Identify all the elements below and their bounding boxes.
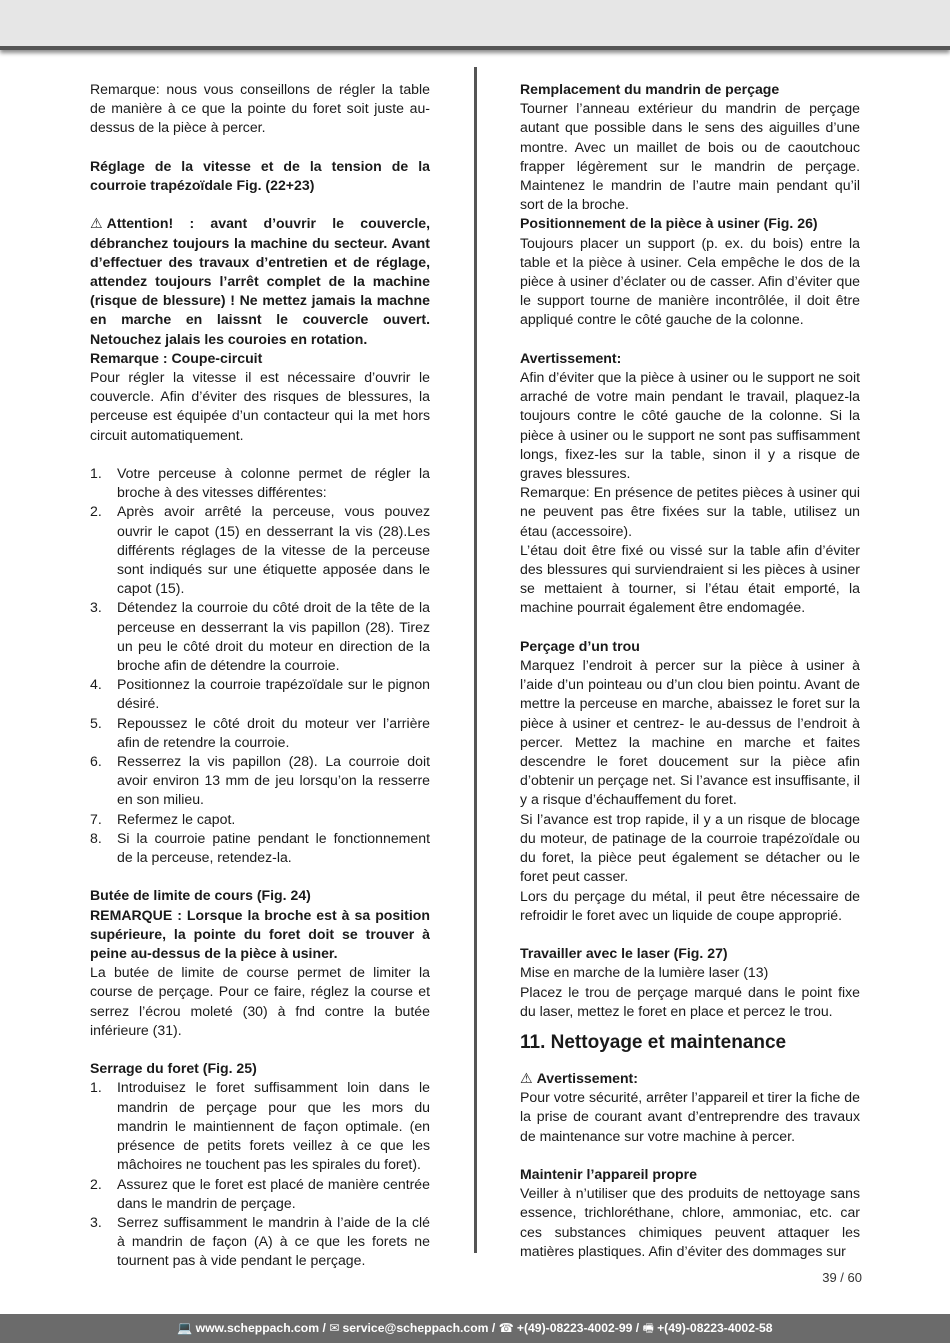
- drill-paragraph: Marquez l’endroit à percer sur la pièce à usiner à l’aide d’un pointeau ou d’un clou bien pointu. Avant de mettre la perceuse en marche, abaissez le foret sur la pièce à usiner et centrez- le au-dessus de l’endroit à percer. Mettez la machine en marche et faites descendre le foret doucement sur la pièce afin d’obtenir un perçage net. Si l’avance est insuffisante, il y a risque d’échauffement du foret.: [520, 657, 860, 808]
- warning-paragraph-3: L’étau doit être fixé ou vissé sur la table afin d’éviter des blessures qui surviendraient si les pièces à usiner se mettaient à tourner, si l’étau était emporté, la machine pourrait également être endomagée.: [520, 541, 860, 616]
- list-item: 3. Serrez suffisamment le mandrin à l’aide de la clé à mandrin de façon (A) à ce que les forets ne tournent pas à vide pendant le perçage.: [90, 1213, 430, 1269]
- computer-icon: 💻: [177, 1321, 193, 1335]
- clean-paragraph: Veiller à n’utiliser que des produits de nettoyage sans essence, trichloréthane, chlore, ammoniac, etc. car ces substances chimiques peuvent attaquer les matières plastiques. Afin d’éviter des dommages sur: [520, 1185, 860, 1259]
- attention-warning: [90, 214, 430, 348]
- replace-chuck-paragraph: Tourner l’anneau extérieur du mandrin de perçage autant que possible dans le sens des aiguilles d’une montre. Avec un maillet de bois ou de caoutchouc frapper légèrement sur le mandrin de perçage. Maintenez le mandrin de l’autre main pendant qu’il sort de la broche.: [520, 100, 860, 213]
- website-link[interactable]: www.scheppach.com /: [195, 1321, 326, 1335]
- drill-paragraph-2: Si l’avance est trop rapide, il y a un risque de blocage du moteur, de patinage de la courroie trapézoïdale ou du foret, la pièce peut également se détacher ou le foret peut casser.: [520, 810, 860, 885]
- list-item: 2. Après avoir arrêté la perceuse, vous pouvez ouvrir le capot (15) en desserrant la vis (28).Les différents réglages de la vitesse de la perceuse sont indiqués sur une étiquette apposée dans le capot (15).: [90, 503, 430, 597]
- breaker-heading: Remarque : Coupe-circuit: [90, 349, 263, 366]
- warning-triangle-icon: ⚠: [520, 1069, 533, 1086]
- speed-belt-heading: Réglage de la vitesse et de la tension de la courroie trapézoïdale Fig. (22+23): [90, 157, 430, 193]
- footer-bar: [0, 1314, 950, 1343]
- attention-text: Attention! : avant d’ouvrir le couvercle, débranchez toujours la machine du secteur. Avant d’effectuer des travaux d’entretien et de réglage, attendez toujours l’arrêt complet de la machine (risque de blessure) ! Ne mettez jamais la machne en marche en laissnt le couvercle ouvert. Netouchez jalais les couroies en rotation.: [90, 215, 430, 347]
- email-link[interactable]: service@scheppach.com /: [342, 1321, 496, 1335]
- list-item: 3. Détendez la courroie du côté droit de la tête de la perceuse en desserrant la vis papillon (28). Tirez un peu le côté droit du moteur en direction de la broche afin de détendre la courroie.: [90, 599, 430, 674]
- mail-icon: ✉: [329, 1321, 340, 1335]
- stop-paragraph: La butée de limite de course permet de limiter la course de perçage. Pour ce faire, réglez la course et serrez l’écrou moleté (30) à fnd contre la butée inférieure (31).: [90, 964, 430, 1038]
- drill-paragraph-3: Lors du perçage du métal, il peut être nécessaire de refroidir le foret avec un liquide de coupe approprié.: [520, 887, 860, 923]
- warning-paragraph: Afin d’éviter que la pièce à usiner ou le support ne soit arraché de votre main pendant le travail, plaquez-la toujours contre le côté gauche de la colonne. Si la pièce à usiner ou le support ne sont pas suffisamment longs, fixez-les sur la table, sinon il y a risque de graves blessures.: [520, 369, 860, 482]
- warning-paragraph-2: Remarque: En présence de petites pièces à usiner qui ne peuvent pas être fixées sur la table, utilisez un étau (accessoire).: [520, 484, 860, 539]
- left-column: [90, 80, 430, 1271]
- laser-paragraph: Mise en marche de la lumière laser (13): [520, 964, 769, 981]
- drill-heading: Perçage d’un trou: [520, 637, 640, 654]
- top-header-bar: [0, 0, 950, 50]
- right-column: [520, 80, 860, 1261]
- position-paragraph: Toujours placer un support (p. ex. du bois) entre la table et la pièce à usiner. Cela empêche le dos de la pièce à usiner d’éclater ou de casser. Afin d’éviter que le support tourne de manière incontrôlée, il doit être appliqué contre le côté gauche de la colonne.: [520, 234, 860, 328]
- phone-icon: ☎: [498, 1321, 514, 1335]
- list-item: 6. Resserrez la vis papillon (28). La courroie doit avoir environ 13 mm de jeu lorsqu’on la resserre en son milieu.: [90, 753, 430, 808]
- position-heading: Positionnement de la pièce à usiner (Fig. 26): [520, 215, 818, 232]
- section-title: 11. Nettoyage et maintenance: [520, 1031, 787, 1053]
- warning-triangle-icon: ⚠: [90, 215, 103, 232]
- maintenance-warning-heading: ⚠ Avertissement:: [520, 1069, 860, 1088]
- replace-chuck-heading: Remplacement du mandrin de perçage: [520, 81, 780, 97]
- list-item: 1. Introduisez le foret suffisamment loin dans le mandrin de perçage pour que les mors du mandrin le maintiennent de façon optimale. (en présence de petits forets veillez à ce que les mâchoires ne touchent pas les spirales du foret).: [90, 1079, 430, 1173]
- clean-heading: Maintenir l’appareil propre: [520, 1165, 697, 1182]
- laser-heading: Travailler avec le laser (Fig. 27): [520, 945, 728, 962]
- list-item: 7. Refermez le capot.: [90, 810, 236, 827]
- stop-heading: Butée de limite de cours (Fig. 24): [90, 887, 311, 904]
- stop-remark: REMARQUE : Lorsque la broche est à sa position supérieure, la pointe du foret doit se trouver à peine au-dessus de la pièce à usiner.: [90, 906, 430, 962]
- list-item: 8. Si la courroie patine pendant le fonctionnement de la perceuse, retendez-la.: [90, 829, 430, 866]
- list-item: 2. Assurez que le foret est placé de manière centrée dans le mandrin de perçage.: [90, 1175, 430, 1211]
- fax-icon: 🖷: [642, 1321, 655, 1335]
- breaker-paragraph: Pour régler la vitesse il est nécessaire d’ouvrir le couvercle. Afin d’éviter des risques de blessures, la perceuse est équipée d’un contacteur qui la met hors circuit automatiquement.: [90, 369, 430, 443]
- clamp-heading: Serrage du foret (Fig. 25): [90, 1060, 257, 1077]
- list-item: 4. Positionnez la courroie trapézoïdale sur le pignon désiré.: [90, 676, 430, 712]
- list-item: 1. Votre perceuse à colonne permet de régler la broche à des vitesses différentes:: [90, 465, 430, 501]
- speed-steps-list: [90, 464, 430, 867]
- list-item: 5. Repoussez le côté droit du moteur ver l’arrière afin de retendre la courroie.: [90, 714, 430, 750]
- clamp-steps-list: [90, 1078, 430, 1270]
- phone-number: +(49)-08223-4002-99 /: [516, 1321, 640, 1335]
- laser-paragraph-2: Placez le trou de perçage marqué dans le point fixe du laser, mettez le foret en place et percez le trou.: [520, 983, 860, 1019]
- maintenance-warning-paragraph: Pour votre sécurité, arrêter l’appareil et tirer la fiche de la prise de courant avant d’entreprendre des travaux de maintenance sur votre machine à percer.: [520, 1089, 860, 1144]
- fax-number: +(49)-08223-4002-58: [657, 1321, 773, 1335]
- warning-heading: Avertissement:: [520, 349, 622, 366]
- remark-table-paragraph: Remarque: nous vous conseillons de régler la table de manière à ce que la pointe du foret soit juste au-dessus de la pièce à percer.: [90, 81, 430, 136]
- page-number: 39 / 60: [822, 1270, 862, 1285]
- column-divider: [474, 67, 477, 1253]
